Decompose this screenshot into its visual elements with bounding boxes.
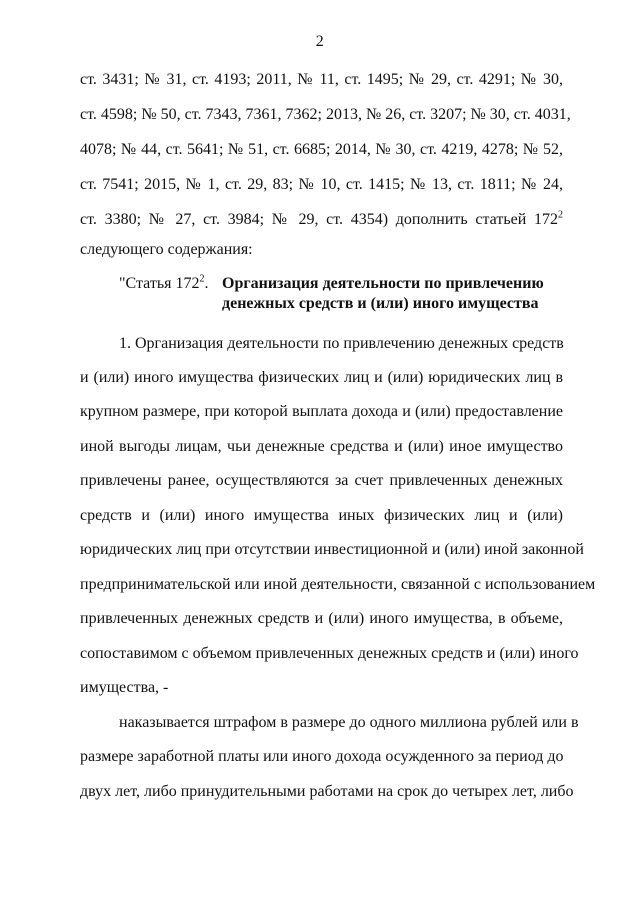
text-line: имущества, - xyxy=(80,679,169,696)
superscript: 2 xyxy=(199,273,205,285)
text-line: юридических лиц при отсутствии инвестиционной и (или) иной законной xyxy=(80,541,584,558)
text-line: ст. 7541; 2015, № 1, ст. 29, 83; № 10, ст. 1415; № 13, ст. 1811; № 24, xyxy=(80,176,563,193)
article-title-line: денежных средств и (или) иного имущества xyxy=(222,295,539,312)
article-label-text: "Статья 172 xyxy=(119,275,200,292)
text-line: размере заработной платы или иного дохода осужденного за период до xyxy=(80,748,564,765)
text-line: ст. 4598; № 50, ст. 7343, 7361, 7362; 2013, № 26, ст. 3207; № 30, ст. 4031, xyxy=(80,106,571,123)
article-title xyxy=(222,274,544,314)
text-line: иной выгоды лицам, чьи денежные средства и (или) иное имущество xyxy=(80,438,563,455)
text-line-body: ст. 3380; № 27, ст. 3984; № 29, ст. 4354) дополнить статьей 172 xyxy=(80,211,558,228)
text-line xyxy=(80,210,563,230)
text-line: привлеченных денежных средств и (или) иного имущества, в объеме, xyxy=(80,610,563,627)
text-line: наказывается штрафом в размере до одного миллиона рублей или в xyxy=(119,714,579,731)
superscript: 2 xyxy=(558,209,563,221)
page-number: 2 xyxy=(315,33,325,50)
text-line: 4078; № 44, ст. 5641; № 51, ст. 6685; 2014, № 30, ст. 4219, 4278; № 52, xyxy=(80,141,563,158)
text-line: привлечены ранее, осуществляются за счет привлеченных денежных xyxy=(80,472,563,489)
article-label-end: . xyxy=(204,275,209,292)
text-line: и (или) иного имущества физических лиц и (или) юридических лиц в xyxy=(80,369,563,386)
text-line: двух лет, либо принудительными работами на срок до четырех лет, либо xyxy=(80,783,574,800)
article-title-line: Организация деятельности по привлечению xyxy=(222,275,544,292)
text-line: ст. 3431; № 31, ст. 4193; 2011, № 11, ст. 1495; № 29, ст. 4291; № 30, xyxy=(80,71,563,88)
article-label xyxy=(119,274,209,294)
text-line: предпринимательской или иной деятельности, связанной с использованием xyxy=(80,576,596,593)
text-line: крупном размере, при которой выплата дохода и (или) предоставление xyxy=(80,403,563,420)
text-line: 1. Организация деятельности по привлечению денежных средств xyxy=(119,335,564,352)
text-line: сопоставимом с объемом привлеченных денежных средств и (или) иного xyxy=(80,645,579,662)
text-line: средств и (или) иного имущества иных физических лиц и (или) xyxy=(80,507,563,524)
text-line: следующего содержания: xyxy=(80,241,253,258)
